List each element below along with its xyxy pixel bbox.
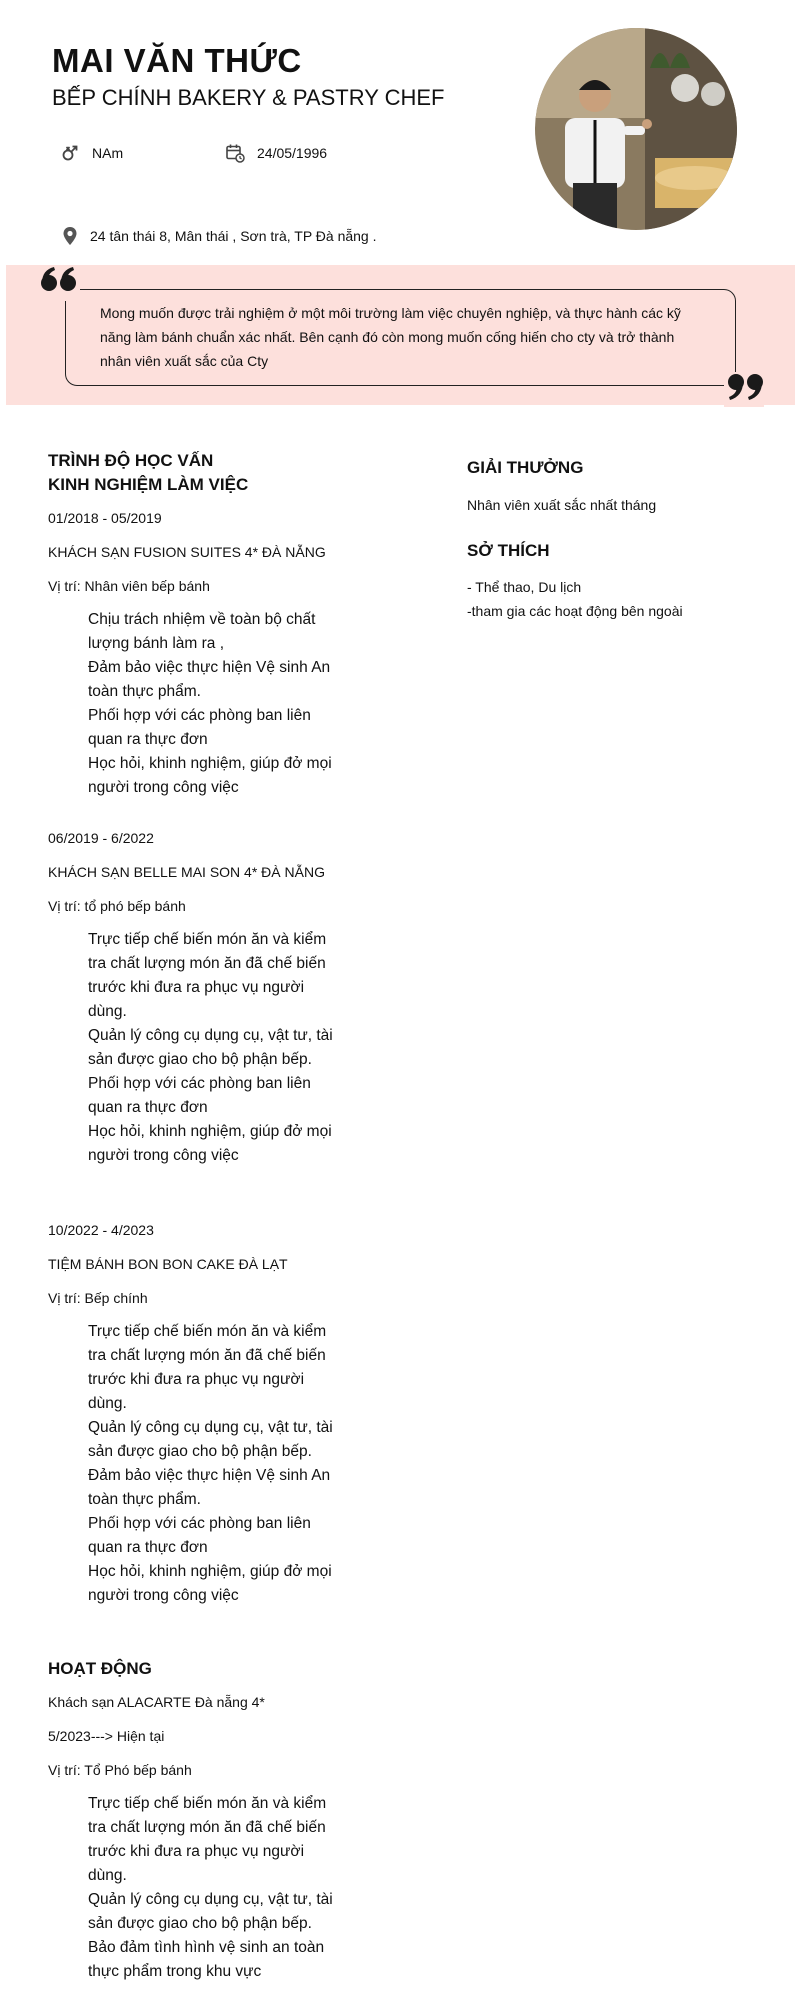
list-item: Phối hợp với các phòng ban liên quan ra thực đơn [88,1075,311,1116]
hobby-item-1: - Thể thao, Du lịch [467,579,582,595]
address-info [62,226,377,246]
job-title: BẾP CHÍNH BAKERY & PASTRY CHEF [52,85,445,110]
avatar [535,28,737,230]
job-2-company: KHÁCH SẠN BELLE MAI SON 4* ĐÀ NẴNG [48,864,325,880]
activity-company: Khách sạn ALACARTE Đà nẵng 4* [48,1694,265,1710]
list-item: Đảm bảo việc thực hiện Vệ sinh An toàn thực phẩm. [88,659,331,700]
job-1-company: KHÁCH SẠN FUSION SUITES 4* ĐÀ NẴNG [48,544,326,560]
hobby-item-2: -tham gia các hoạt động bên ngoài [467,603,683,619]
gender-info [60,143,123,163]
objective-text: Mong muốn được trải nghiệm ở một môi trường làm việc chuyên nghiệp, và thực hành các kỹ năng làm bánh chuẩn xác nhất. Bên cạnh đó còn mong muốn cống hiến cho cty và trở thành nhân viên xuất sắc của Cty [100,305,681,369]
list-item: Phối hợp với các phòng ban liên quan ra thực đơn [88,707,311,748]
job-1-position: Vị trí: Nhân viên bếp bánh [48,578,210,594]
activity-position: Vị trí: Tổ Phó bếp bánh [48,1762,192,1778]
location-pin-icon [62,226,78,246]
awards-heading: GIẢI THƯỞNG [467,458,584,477]
list-item: Học hỏi, khinh nghiệm, giúp đở mọi người trong công việc [88,1563,332,1604]
address-value: 24 tân thái 8, Mân thái , Sơn trà, TP Đà nẵng . [90,228,377,244]
job-3-position: Vị trí: Bếp chính [48,1290,148,1306]
job-3-duties [88,1320,338,1608]
award-item: Nhân viên xuất sắc nhất tháng [467,497,657,513]
education-heading: TRÌNH ĐỘ HỌC VẤN [48,451,214,470]
list-item: Trực tiếp chế biến món ăn và kiểm tra chất lượng món ăn đã chế biến trước khi đưa ra phục vụ người dùng. [88,1323,327,1412]
list-item: Quản lý công cụ dụng cụ, vật tư, tài sản được giao cho bộ phận bếp. [88,1419,333,1460]
gender-value: NAm [92,145,124,161]
candidate-name: MAI VĂN THỨC [52,42,302,79]
quote-open-icon [40,266,80,301]
list-item: Quản lý công cụ dụng cụ, vật tư, tài sản được giao cho bộ phận bếp. [88,1027,333,1068]
list-item: Học hỏi, khinh nghiệm, giúp đở mọi người trong công việc [88,755,332,796]
job-1-period: 01/2018 - 05/2019 [48,510,162,526]
job-3-period: 10/2022 - 4/2023 [48,1222,154,1238]
list-item: Trực tiếp chế biến món ăn và kiểm tra chất lượng món ăn đã chế biến trước khi đưa ra phục vụ người dùng. [88,1795,327,1884]
list-item: Chịu trách nhiệm về toàn bộ chất lượng bánh làm ra , [88,611,316,652]
job-3-company: TIỆM BÁNH BON BON CAKE ĐÀ LẠT [48,1256,288,1272]
list-item: Phối hợp với các phòng ban liên quan ra thực đơn [88,1515,311,1556]
birthdate-info [225,143,327,163]
gender-icon [60,143,80,163]
activity-duties [88,1792,338,1984]
job-2-period: 06/2019 - 6/2022 [48,830,154,846]
list-item: Học hỏi, khinh nghiệm, giúp đở mọi người trong công việc [88,1123,332,1164]
list-item: Quản lý công cụ dụng cụ, vật tư, tài sản được giao cho bộ phận bếp. [88,1891,333,1932]
calendar-icon [225,143,245,163]
activity-period: 5/2023---> Hiện tại [48,1728,165,1744]
list-item: Bảo đảm tình hình vệ sinh an toàn thực phẩm trong khu vực [88,1939,325,1980]
job-2-position: Vị trí: tổ phó bếp bánh [48,898,186,914]
job-1-duties [88,608,338,800]
experience-heading: KINH NGHIỆM LÀM VIỆC [48,475,249,494]
list-item: Trực tiếp chế biến món ăn và kiểm tra chất lượng món ăn đã chế biến trước khi đưa ra phục vụ người dùng. [88,931,327,1020]
quote-close-icon [724,372,764,407]
birthdate-value: 24/05/1996 [257,145,328,161]
job-2-duties [88,928,338,1168]
list-item: Đảm bảo việc thực hiện Vệ sinh An toàn thực phẩm. [88,1467,331,1508]
hobbies-heading: SỞ THÍCH [467,541,550,560]
activities-heading: HOẠT ĐỘNG [48,1659,152,1678]
